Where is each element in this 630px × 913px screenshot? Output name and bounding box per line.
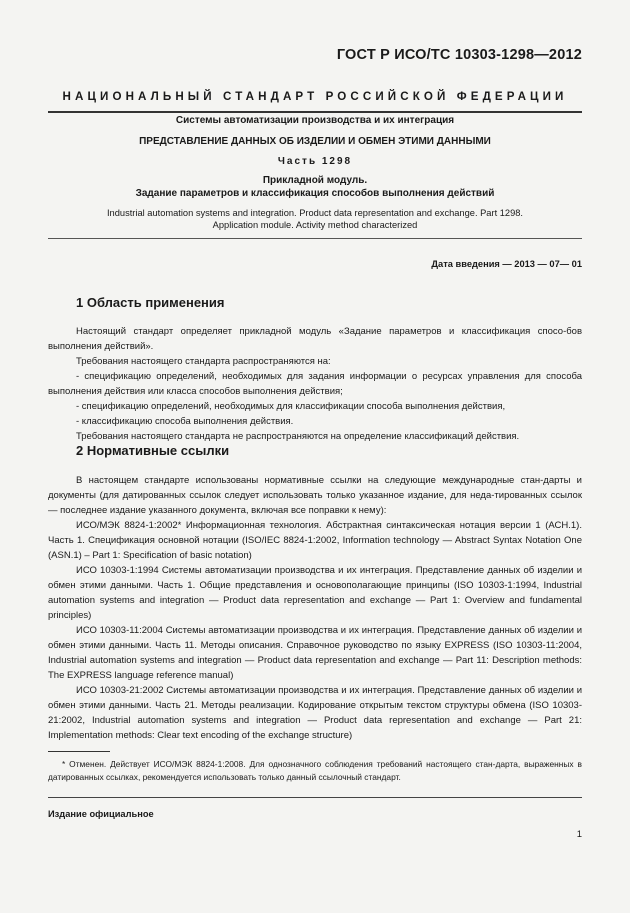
english-title <box>48 207 582 231</box>
list-item: - классификацию способа выполнения действия. <box>76 416 294 427</box>
main-title: ПРЕДСТАВЛЕНИЕ ДАННЫХ ОБ ИЗДЕЛИИ И ОБМЕН ЭТИМИ ДАННЫМИ <box>139 136 491 147</box>
paragraph: Настоящий стандарт определяет прикладной модуль «Задание параметров и классификация спосо-бов выполнения действий». <box>48 326 582 352</box>
paragraph: В настоящем стандарте использованы нормативные ссылки на следующие международные стан-дарты и документы (для датированных ссылок следует использовать только указанное издание, для неда-тированных ссылок — последнее издание указанного документа, включая все поправки к нему): <box>48 475 582 516</box>
english-title-line-1: Industrial automation systems and integration. Product data representation and exchange. Part 1298. <box>106 208 524 218</box>
edition-label: Издание официальное <box>48 809 154 819</box>
module-subtitle <box>48 174 582 200</box>
reference-item: ИСО/МЭК 8824-1:2002* Информационная технология. Абстрактная синтаксическая нотация версии 1 (АСН.1). Часть 1. Спецификация основной нотации (ISO/IEC 8824-1:2002, Information technology — Abstract Syntax Notation One (ASN.1) – Part 1: Specification of basic notation) <box>48 520 582 561</box>
section-1-body <box>48 324 582 444</box>
footnote-divider <box>48 751 110 752</box>
title-divider <box>48 238 582 239</box>
standard-number: ГОСТ Р ИСО/ТС 10303-1298—2012 <box>336 47 582 63</box>
reference-item: ИСО 10303-11:2004 Системы автоматизации производства и их интеграция. Представление данных об изделии и обмен этими данными. Часть 11. Методы описания. Справочное руководство по языку EXPRESS (ISO 10303-11:2004, Industrial automation systems and integration — Product data representation and exchange — Part 11: Description methods: The EXPRESS language reference manual) <box>48 625 582 681</box>
page-number: 1 <box>576 829 582 840</box>
section-1-heading: 1 Область применения <box>76 295 225 310</box>
introduction-date: Дата введения — 2013 — 07— 01 <box>431 259 582 269</box>
list-item: - спецификацию определений, необходимых для классификации способа выполнения действия, <box>76 401 506 412</box>
footer-divider <box>48 797 582 798</box>
english-title-line-2: Application module. Activity method characterized <box>212 220 418 230</box>
reference-item: ИСО 10303-21:2002 Системы автоматизации производства и их интеграция. Представление данных об изделии и обмен этими данными. Часть 21. Методы реализации. Кодирование открытым текстом структуры обмена (ISO 10303-21:2002, Industrial automation systems and integration — Product data representation and exchange — Part 21: Implementation methods: Clear text encoding of the exchange structure) <box>48 685 582 741</box>
reference-item: ИСО 10303-1:1994 Системы автоматизации производства и их интеграция. Представление данных об изделии и обмен этими данными. Часть 1. Общие представления и основополагающие принципы (ISO 10303-1:1994, Industrial automation systems and integration — Product data representation and exchange — Part 1: Overview and fundamental principles) <box>48 565 582 621</box>
subtitle-line-1: Прикладной модуль. <box>262 175 368 186</box>
section-2-body <box>48 473 582 743</box>
series-title: Системы автоматизации производства и их интеграция <box>175 115 455 126</box>
section-2-heading: 2 Нормативные ссылки <box>76 443 230 458</box>
part-number: Часть 1298 <box>277 156 353 167</box>
subtitle-line-2: Задание параметров и классификация способов выполнения действий <box>135 188 495 199</box>
national-standard-band: НАЦИОНАЛЬНЫЙ СТАНДАРТ РОССИЙСКОЙ ФЕДЕРАЦИИ <box>62 90 568 103</box>
top-divider <box>48 111 582 113</box>
footnote: * Отменен. Действует ИСО/МЭК 8824-1:2008. Для однозначного соблюдения требований настоящего стан-дарта, выраженных в датированных ссылках, рекомендуется использовать только данный ссылочный стандарт. <box>48 759 582 782</box>
list-item: - спецификацию определений, необходимых для задания информации о ресурсах управления для способа выполнения действия или класса способов выполнения действия; <box>48 371 582 397</box>
paragraph: Требования настоящего стандарта распространяются на: <box>76 356 331 367</box>
paragraph: Требования настоящего стандарта не распространяются на определение классификаций действия. <box>76 431 520 442</box>
